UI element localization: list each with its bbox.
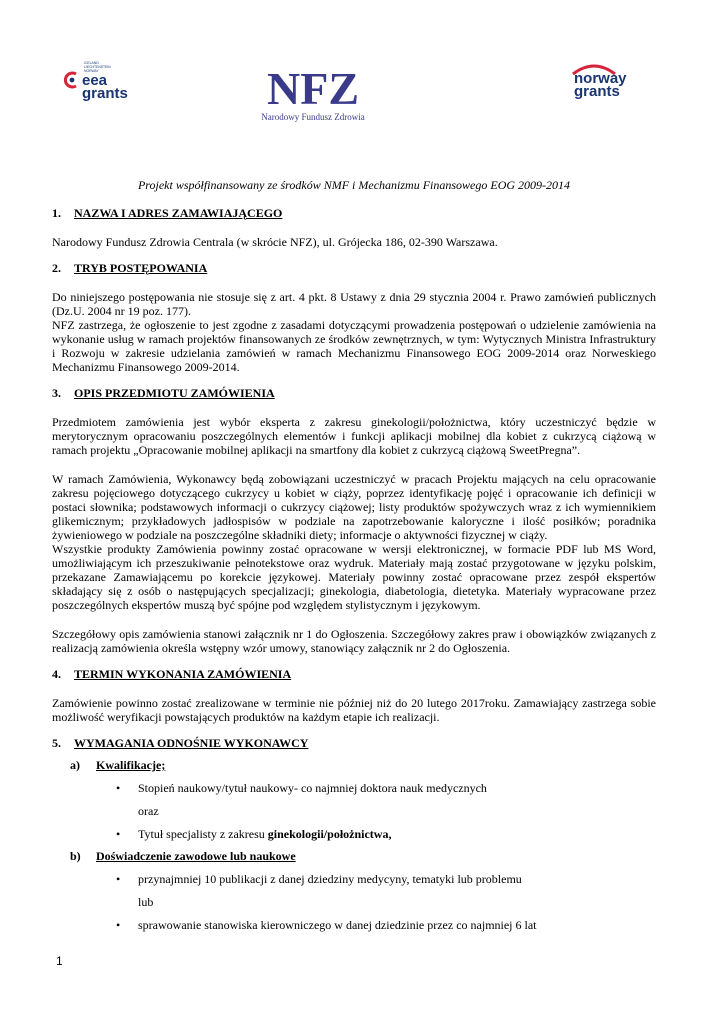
section-3-para-2: W ramach Zamówienia, Wykonawcy będą zobowiązani uczestniczyć w pracach Projektu mających na celu opracowanie zakresu pojęciowego dotyczącego cukrzycy u kobiet w ciąży, poprzez identyfikację pojęć i opracowanie ich definicji w postaci słownika; podstawowych informacji o cukrzycy ciążowej; listy produktów spożywczych wraz z ich wymiennikiem glikemicznym; przykładowych jadłospisów w podziale na zapotrzebowanie kaloryczne i ilość posiłków; poradnika żywieniowego w podziale na poszczególne składniki diety; informacje o aktywności fizycznej w ciąży.: [52, 472, 656, 542]
norway-word-1: norway: [574, 70, 627, 87]
eea-country-1: ICELAND: [84, 61, 99, 65]
section-3-para-4: Szczegółowy opis zamówienia stanowi załącznik nr 1 do Ogłoszenia. Szczegółowy zakres praw i obowiązków związanych z realizacją zamówienia określa wstępny wzór umowy, stanowiący załącznik nr 2 do Ogłoszenia.: [52, 627, 656, 655]
document-body: [52, 178, 656, 932]
section-2-heading: 2. TRYB POSTĘPOWANIA: [52, 261, 208, 275]
project-subtitle: Projekt współfinansowany ze środków NMF i Mechanizmu Finansowego EOG 2009-2014: [137, 178, 571, 192]
connector-text: lub: [138, 895, 154, 909]
eea-word-1: eea: [82, 72, 108, 89]
eea-word-2: grants: [82, 85, 128, 102]
nfz-subtitle: Narodowy Fundusz Zdrowia: [261, 112, 365, 122]
list-item: • Tytuł specjalisty z zakresu ginekologii/położnictwa,: [116, 827, 392, 841]
norway-word-2: grants: [574, 83, 620, 100]
section-3-para-3: Wszystkie produkty Zamówienia powinny zostać opracowane w wersji elektronicznej, w formacie PDF lub MS Word, umożliwiającym ich przeszukiwanie pełnotekstowe oraz wydruk. Materiały mają zostać przygotowane w języku polskim, przekazane Zamawiającemu po korekcie językowej. Materiały powinny zostać opracowane przez zespół ekspertów składający się z osób o następujących specjalizacji; ginekologia, diabetologia, dietetyka. Materiały wypracowane przez poszczególnych ekspertów muszą być spójne pod względem stylistycznym i językowym.: [52, 542, 656, 612]
header-logos: [0, 0, 725, 140]
section-1-heading: 1. NAZWA I ADRES ZAMAWIAJĄCEGO: [52, 206, 283, 220]
section-2-para-2: NFZ zastrzega, że ogłoszenie to jest zgodne z zasadami dotyczącymi prowadzenia postępowań o udzielenie zamówienia na wykonanie usług w ramach projektów finansowanych ze środków zewnętrznych, w tym: Wytycznych Ministra Infrastruktury i Rozwoju w zakresie udzielania zamówień w ramach Mechanizmu Finansowego EOG 2009-2014 oraz Norweskiego Mechanizmu Finansowego 2009-2014.: [52, 318, 656, 374]
subsection-a-heading: a) Kwalifikacje;: [70, 758, 166, 772]
section-4-text: Zamówienie powinno zostać zrealizowane w terminie nie później niż do 20 lutego 2017roku. Zamawiający zastrzega sobie możliwość weryfikacji powstających produktów na każdym etapie ich realizacji.: [52, 696, 656, 724]
connector-text: oraz: [138, 804, 159, 818]
eea-mark-icon: [62, 68, 82, 92]
nfz-wordmark: [263, 66, 363, 110]
list-item: • Stopień naukowy/tytuł naukowy- co najmniej doktora nauk medycznych: [116, 781, 487, 795]
subsection-b-heading: b) Doświadczenie zawodowe lub naukowe: [70, 849, 296, 863]
nfz-logo: [248, 66, 378, 126]
eea-country-3: NORWAY: [84, 68, 99, 73]
page-number: 1: [56, 954, 63, 968]
section-4-heading: 4. TERMIN WYKONANIA ZAMÓWIENIA: [52, 667, 292, 681]
bullet-icon: •: [116, 918, 121, 932]
section-3-para-1: Przedmiotem zamówienia jest wybór eksperta z zakresu ginekologii/położnictwa, który uczestniczyć będzie w merytorycznym opracowaniu poszczególnych elementów i funkcji aplikacji mobilnej dla kobiet z cukrzycą ciążową w ramach projektu „Opracowanie mobilnej aplikacji na smartfony dla kobiet z cukrzycą ciążową SweetPregna”.: [52, 415, 656, 457]
bullet-icon: •: [116, 781, 121, 795]
bullet-icon: •: [116, 872, 121, 886]
eea-grants-logo: [62, 62, 142, 106]
list-item: • sprawowanie stanowiska kierowniczego w danej dziedzinie przez co najmniej 6 lat: [116, 918, 537, 932]
section-1-text: Narodowy Fundusz Zdrowia Centrala (w skrócie NFZ), ul. Grójecka 186, 02-390 Warszawa.: [52, 235, 498, 249]
norway-grants-logo: [566, 60, 646, 104]
list-item: • przynajmniej 10 publikacji z danej dziedziny medycyny, tematyki lub problemu: [116, 872, 522, 886]
section-5-heading: 5. WYMAGANIA ODNOŚNIE WYKONAWCY: [52, 736, 309, 750]
section-2-para-1: Do niniejszego postępowania nie stosuje się z art. 4 pkt. 8 Ustawy z dnia 29 stycznia 2004 r. Prawo zamówień publicznych (Dz.U. 2004 nr 19 poz. 177).: [52, 290, 656, 318]
eea-country-2: LIECHTENSTEIN: [84, 64, 111, 69]
nfz-letters: NFZ: [267, 66, 359, 110]
section-3-heading: 3. OPIS PRZEDMIOTU ZAMÓWIENIA: [52, 386, 275, 400]
bullet-icon: •: [116, 827, 121, 841]
